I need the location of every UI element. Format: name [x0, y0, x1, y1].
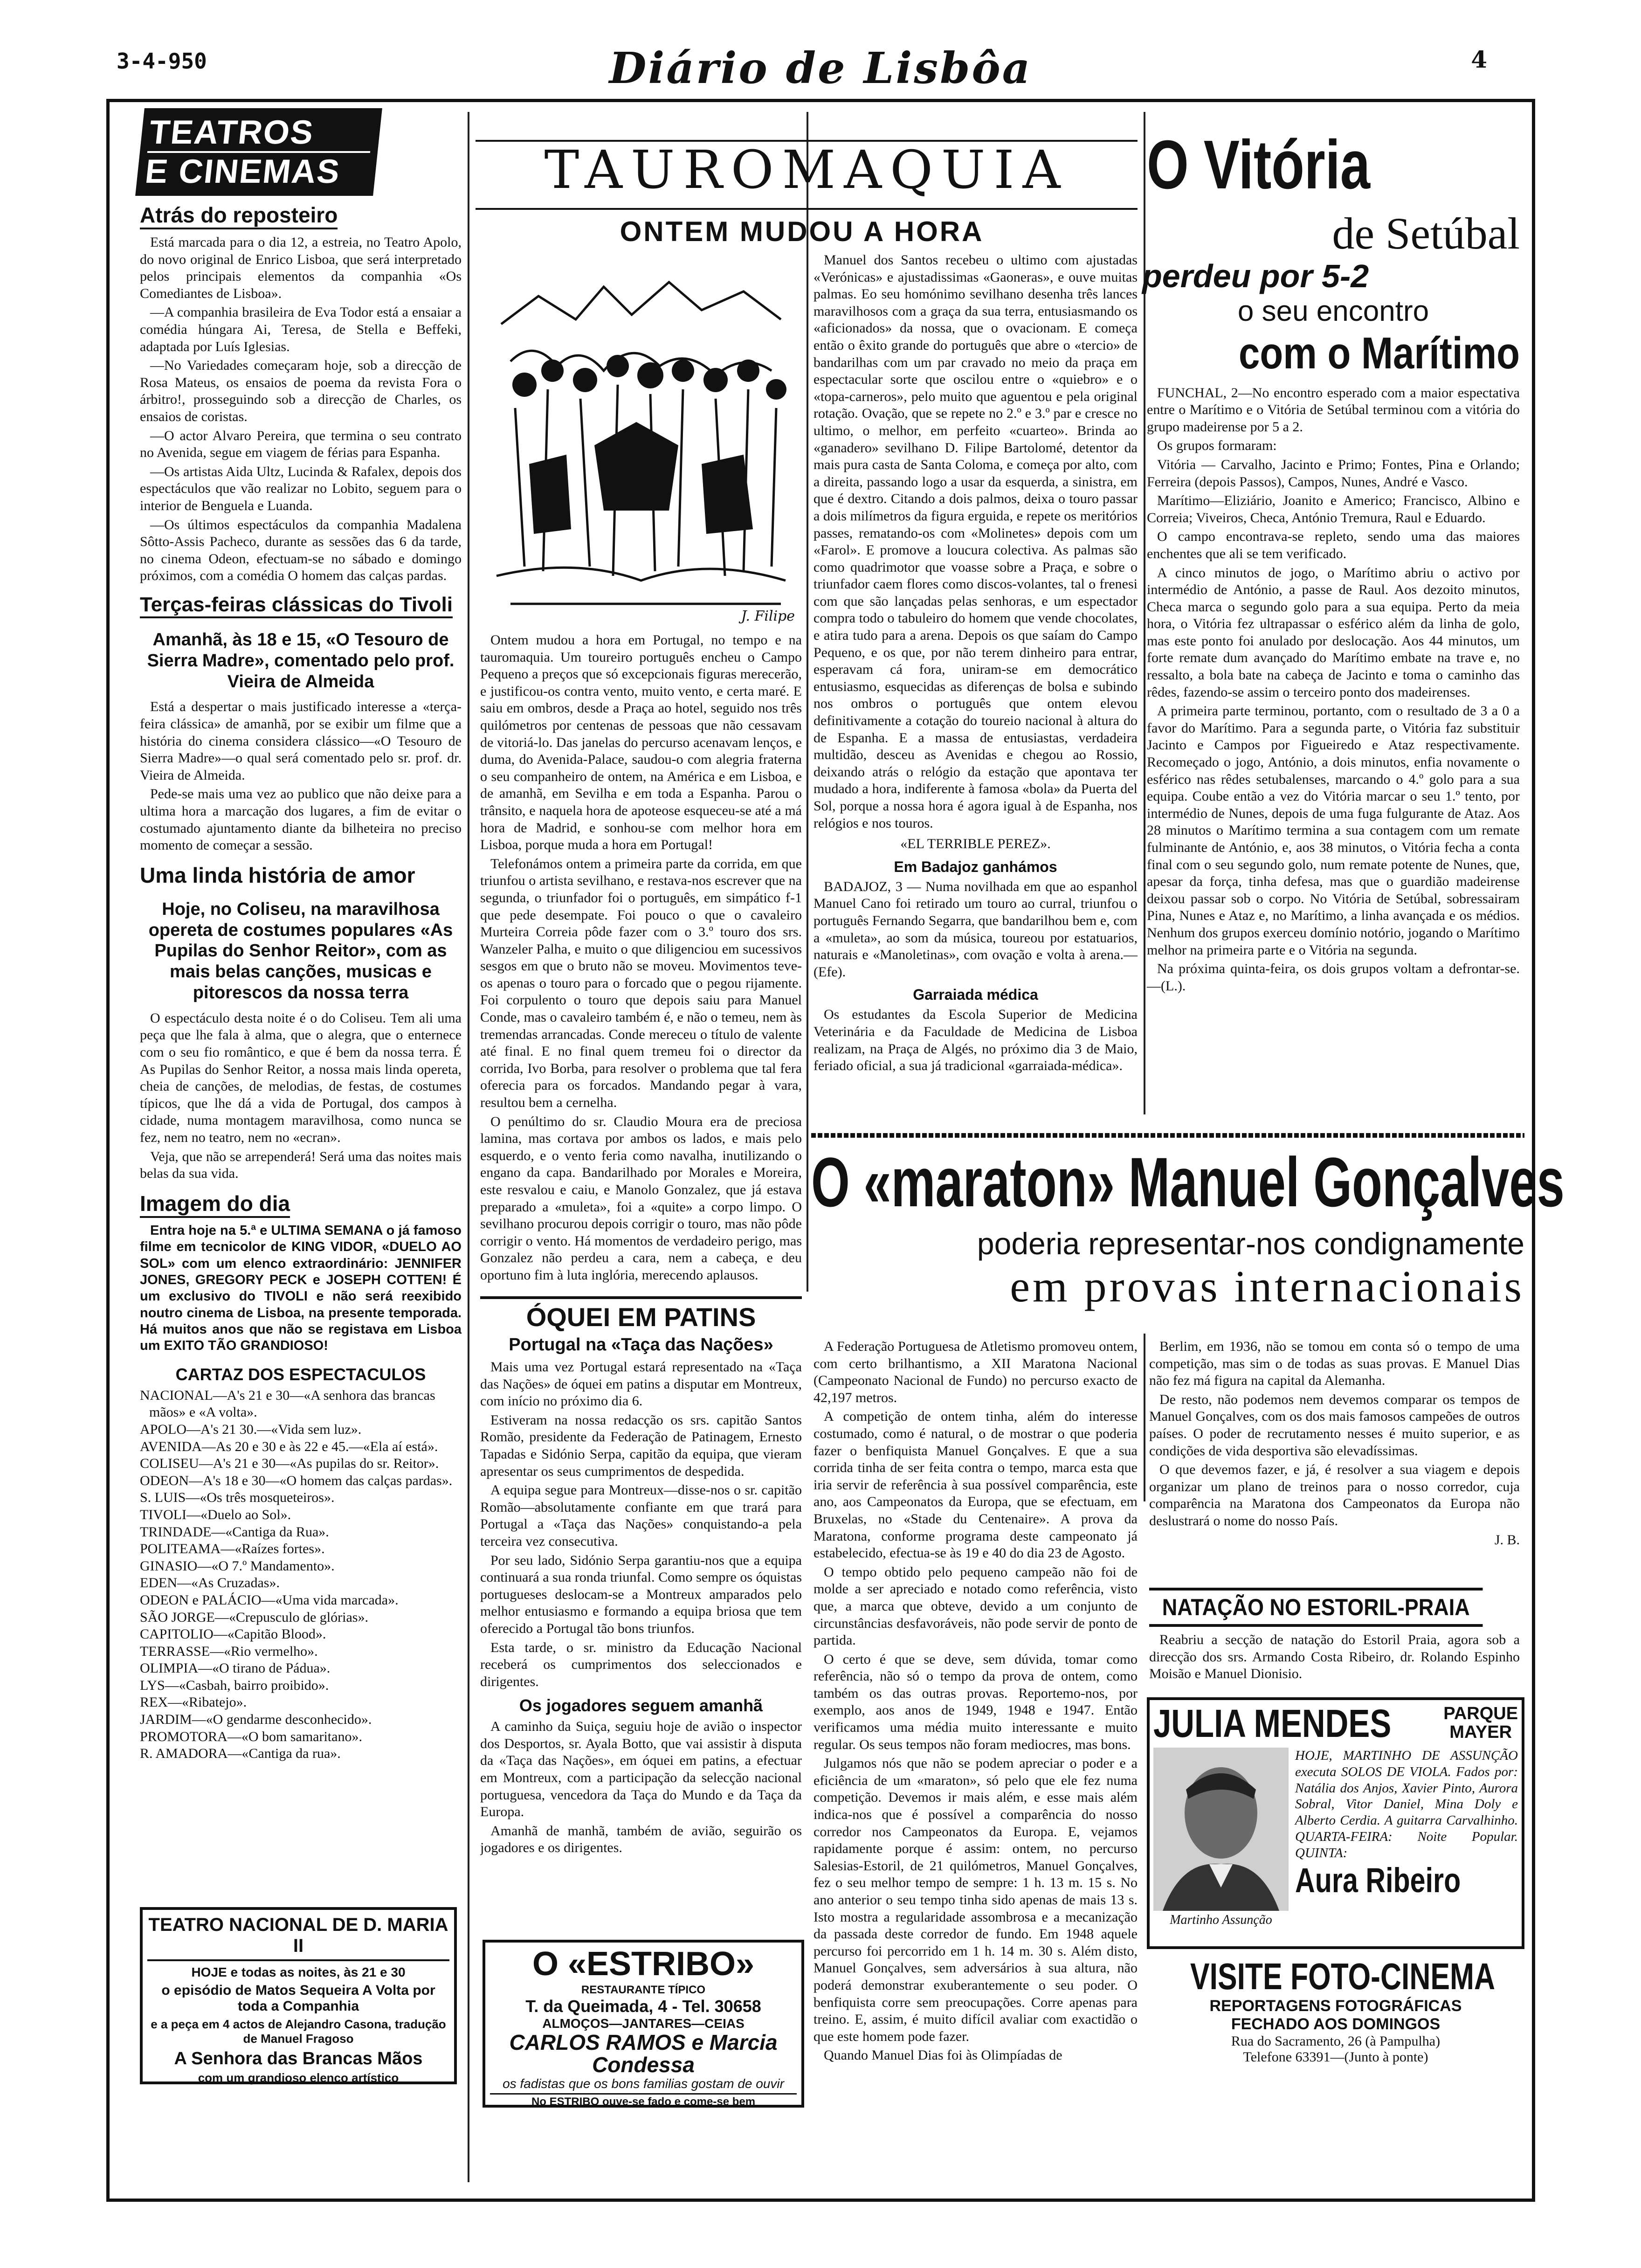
paragraph: Julgamos nós que não se podem apreciar o poder e a eficiência de um «maraton», só pelo que ele fez numa competição. Devemos ir mais além, e esse mais além indica-nos que é possível a comparência do nosso corredor nos Campeonatos da Europa. E, vejamos rapidamente porque é assim: ontem, no percurso Salesias-Estoril, de 21 quilómetros, Manuel Gonçalves, fez o seu melhor tempo de sempre: 1 h. 13 m. 15 s. No ano anterior o seu tempo tinha sido apenas de mais 13 s. Isto mostra a regularidade assombrosa e a mecanização da passada deste corredor de fundo. Em 1948 aquele percurso foi percorrido em 1 h. 14 m. 30 s. Além disto, Manuel Gonçalves, sem adversários à sua altura, não poderá demonstrar exuberantemente o seu poder. O benfiquista corre sem preocupações. Corre apenas para treino. E, assim, é muito difícil avaliar com exactidão o que este homem pode fazer.: [814, 1756, 1138, 2044]
vitoria-article: [1142, 126, 1520, 996]
listing-item: S. LUIS—«Os três mosqueteiros».: [140, 1490, 335, 1506]
drawing-signature: J. Filipe: [741, 608, 795, 624]
tauromaquia-headline: ONTEM MUDOU A HORA: [620, 216, 984, 247]
paragraph: O certo é que se deve, sem dúvida, tomar como referência, não só o tempo da prova de ontem, como também os das outras provas. Reportemo-nos, por exemplo, aos anos de 1949, 1948 e 1947. Então verificamos uma média muito interessante e muito regular. Os seus tempos não foram mediocres, mas bons.: [814, 1651, 1138, 1752]
listing-item: OLIMPIA—«O tirano de Pádua».: [140, 1660, 331, 1676]
cartaz-title: CARTAZ DOS ESPECTACULOS: [175, 1364, 426, 1384]
paragraph: O que devemos fazer, e já, é resolver a sua viagem e depois organizar um plano de treinos para o nosso corredor, cuja comparência na Maratona dos Campeonatos da Europa não deslustrará o nome do nosso País.: [1149, 1462, 1520, 1528]
ad-line: e a peça em 4 actos de Alejandro Casona, tradução de Manuel Fragoso: [151, 2017, 446, 2046]
section-title: TAUROMAQUIA: [544, 140, 1069, 201]
estribo-artists: CARLOS RAMOS e Marcia Condessa: [509, 2030, 778, 2077]
paragraph: Berlim, em 1936, não se tomou em conta só o tempo de uma competição, mas sim o de todas as suas provas. E Manuel Dias não fez má figura na capital da Alemanha.: [1149, 1339, 1520, 1389]
imagem-body: [140, 1223, 462, 1355]
tercas-body: [140, 698, 462, 854]
paragraph: Reabriu a secção de natação do Estoril Praia, agora sob a direcção dos srs. Armando Costa Ribeiro, dr. Rolando Espinho Moisão e Manuel Dionisio.: [1149, 1632, 1520, 1682]
masthead: [0, 43, 1641, 94]
vitoria-headline-4: o seu encontro: [1237, 295, 1429, 327]
paragraph: A caminho da Suiça, seguiu hoje de avião o inspector dos Desportos, sr. Ayala Botto, que vai assistir à disputa da «Taça das Nações», em óquei em patins, a efectuar em Montreux, com a participação da selecção nacional portuguesa, vencedora da Taça do Mundo e da Taça da Europa.: [480, 1719, 802, 1820]
maraton-col-2: [1149, 1338, 1520, 1549]
paragraph: Os estudantes da Escola Superior de Medicina Veterinária e da Faculdade de Medicina de Lisboa realizam, na Praça de Algés, no próximo dia 3 de Maio, feriado oficial, a sua já tradicional «garraiada-médica».: [814, 1007, 1138, 1074]
julia-text: HOJE, MARTINHO DE ASSUNÇÃO executa SOLOS DE VIOLA. Fados por: Natália dos Anjos, Xavier Pinto, Aurora Sobral, Vitor Daniel, Mina Doly e Alberto Cerdia. A guitarra Carvalhinho. QUARTA-FEIRA: Noite Popular. QUINTA:: [1295, 1748, 1518, 1860]
paragraph: Ontem mudou a hora em Portugal, no tempo e na tauromaquia. Um toureiro português encheu o Campo Pequeno a preços que só excepcionais figuras merecerão, e justificou-os contra vento, muito vento, e certa maré. E saiu em ombros, desde a Praça ao hotel, seguido nos três quilómetros por centenas de pessoas que não cessavam de vitoriá-lo. Das janelas do percurso acenavam lenços, e duma, do Avenida-Palace, saudou-o com alegria fraterna o seu companheiro de ontem, na América e em Lisboa, e de amanhã, em Sevilha e em toda a Espanha. Parou o trânsito, e naquela hora de apoteose esqueceu-se até a má hora de Madrid, e sonhou-se com melhor hora em Lisboa, porque muda a hora em Portugal!: [480, 632, 802, 853]
paragraph: Está a despertar o mais justificado interesse a «terça-feira clássica» de amanhã, por se exibir um filme que a história do cinema considera clássico—«O Tesouro de Sierra Madre»—o qual será comentado pelo sr. prof. dr. Vieira de Almeida.: [140, 699, 462, 783]
vitoria-headline: O Vitória: [1147, 126, 1371, 203]
vitoria-headline-5: com o Marítimo: [1239, 328, 1520, 378]
paragraph: Está marcada para o dia 12, a estreia, no Teatro Apolo, do novo original de Enrico Lisboa, que será interpretado pelos principais elementos da companhia «Os Comediantes de Lisboa».: [140, 235, 462, 301]
listing-item: ODEON e PALÁCIO—«Uma vida marcada».: [140, 1592, 399, 1608]
martinho-photo: [1153, 1748, 1289, 1925]
paragraph: Por seu lado, Sidónio Serpa garantiu-nos que a equipa continuará a sua ronda triunfal. Como sempre os óquistas portugueses deslocam-se a Montreux amparados pelo melhor entusiasmo e formando a equipa briosa que tem oferecido a Portugal tão bons triunfos.: [480, 1552, 802, 1636]
foto-title: VISITE FOTO-CINEMA: [1190, 1956, 1496, 1997]
paragraph: O penúltimo do sr. Claudio Moura era de preciosa lamina, mas cortava por ambos os lados, e mais pelo esquerdo, e o vento feria como navalha, inutilizando o engano da capa. Bandarilhado por Morales e Moreira, este resvalou e caiu, e Manolo Gonzalez, que já estava preparado a «muleta», foi a «quite» a corpo limpo. O sevilhano procurou depois corrigir o touro, mas não pôde corrigir o vento. Há momentos de verdadeiro perigo, mas Gonzalez não perdeu a cara, nem a cabeça, e deu oportuno fim à luta inglória, merecendo aplausos.: [480, 1113, 802, 1283]
amor-body: [140, 1010, 462, 1182]
column-rule: [1144, 1334, 1145, 1501]
vitoria-headline-3: perdeu por 5-2: [1142, 257, 1369, 294]
paragraph: De resto, não podemos nem devemos comparar os tempos de Manuel Gonçalves, com os dos mais famosos campeões de outros países. O poder de recrutamento nesses é muito superior, e as condições de vida desportiva são elevadíssimas.: [1149, 1391, 1520, 1459]
listing-item: APOLO—A's 21 30.—«Vida sem luz».: [140, 1421, 362, 1437]
oquei-body: [480, 1359, 802, 1690]
imagem-title: Imagem do dia: [140, 1191, 290, 1218]
paragraph: O campo encontrava-se repleto, sendo uma das maiores enchentes que ali se tem verificado.: [1147, 529, 1520, 561]
listing-item: EDEN—«As Cruzadas».: [140, 1575, 280, 1591]
julia-mendes-ad: [1147, 1697, 1524, 1949]
listing-item: AVENIDA—As 20 e 30 e às 22 e 45.—«Ela aí está».: [140, 1438, 438, 1454]
cartaz-list: [140, 1387, 462, 1763]
badajoz-title: Em Badajoz ganhámos: [894, 858, 1057, 875]
natacao-title: NATAÇÃO NO ESTORIL-PRAIA: [1149, 1588, 1483, 1627]
paragraph: —Os artistas Aida Ultz, Lucinda & Rafalex, depois dos espectáculos que vão realizar no Lobito, seguem para o interior de Benguela e Luanda.: [140, 463, 462, 513]
tauromaquia-col-b: [814, 252, 1138, 1077]
estribo-desc: os fadistas que os bons familias gostam de ouvir: [503, 2076, 784, 2091]
ad-title: TEATRO NACIONAL DE D. MARIA II: [147, 1915, 449, 1961]
paragraph: O espectáculo desta noite é o do Coliseu. Tem ali uma peça que lhe fala à alma, que o alegra, que o enternece com o seu fio romântico, e que é bem da nossa terra. É As Pupilas do Senhor Reitor, a nossa mais linda opereta, cheia de canções, de melodias, de festas, de costumes típicos, que lhe dá a vida de Portugal, dos campos à cidade, numa montagem maravilhosa, como nunca se fez, nem no teatro, nem no «ecran».: [140, 1010, 462, 1145]
column-rule: [807, 112, 808, 1292]
maraton-headline: O «maraton» Manuel Gonçalves: [811, 1143, 1565, 1221]
maraton-article: [811, 1143, 1565, 1311]
paragraph: Telefonámos ontem a primeira parte da corrida, em que triunfou o artista sevilhano, e restava-nos escrever que na segunda, o triunfador foi o português, em simpático f-1 que pede desempate. Foi pouco o que o cavaleiro Murteira Correia pôde fazer com o 3.º touro dos srs. Wanzeler Palha, e muito o que diligenciou em sucessivos sesgos em que o bruto não se moveu. Movimentos teve-os apenas o touro para o forcado que o pegou rijamente. Foi corpulento o touro que depois saiu para Manuel Conde, mas o cavaleiro também é, e não o temeu, nem às tremendas arrancadas. Conde mereceu o título de valente até final. E no final quem tremeu foi o director da corrida, Ivo Borba, para resolver o problema que tal fera oferecia para os forcados. Mandando pegar à vara, resultou bem a cernelha.: [480, 856, 802, 1111]
listing-item: PROMOTORA—«O bom samaritano».: [140, 1729, 362, 1744]
listing-item: TIVOLI—«Duelo ao Sol».: [140, 1507, 291, 1522]
estribo-ad: [483, 1940, 804, 2108]
newspaper-title: Diário de Lisbôa: [609, 43, 1032, 93]
listing-item: COLISEU—A's 21 e 30—«As pupilas do sr. Reitor».: [140, 1456, 439, 1472]
listing-item: R. AMADORA—«Cantiga da rua».: [140, 1746, 341, 1762]
paragraph: BADAJOZ, 3 — Numa novilhada em que ao espanhol Manuel Cano foi retirado um touro ao curral, triunfou o português Fernando Segarra, que bandarilhou bem e, com a «muleta», ao som da música, toureou por estatuarios, naturais e «Manoletinas», com ovação e volta à arena.—(Efe).: [814, 878, 1138, 980]
amor-subtitle: Hoje, no Coliseu, na maravilhosa opereta de costumes populares «As Pupilas do Senhor Reitor», com as mais belas canções, musicas e pitorescos da nossa terra: [148, 899, 453, 1003]
paragraph: A competição de ontem tinha, além do interesse costumado, como é natural, o de mostrar o que poderia fazer o benfiquista Manuel Gonçalves. E que a sua corrida tinha de ser feita contra o tempo, marca esta que iria servir de referência à sua possível comparência, este ano, aos Campeonatos da Europa, que se efectuam, em Bruxelas, no «Stade du Centenaire». A prova da Maratona, conforme programa deste campeonato já estabelecido, efectua-se às 19 e 40 do dia 23 de Agosto.: [814, 1409, 1138, 1561]
listing-item: JARDIM—«O gendarme desconhecido».: [140, 1712, 372, 1728]
estribo-meals: ALMOÇOS—JANTARES—CEIAS: [542, 2016, 745, 2031]
listing-item: LYS—«Casbah, bairro proibido».: [140, 1677, 329, 1693]
tercas-title: Terças-feiras clássicas do Tivoli: [140, 593, 453, 618]
estribo-kind: RESTAURANTE TÍPICO: [581, 1984, 706, 1996]
listing-item: POLITEAMA—«Raízes fortes».: [140, 1541, 325, 1557]
ad-line: com um grandioso elenco artístico: [198, 2071, 399, 2085]
paragraph: A cinco minutos de jogo, o Marítimo abriu o activo por intermédio de António, a passe de Raul. Aos dezoito minutos, Checa marca o segundo golo para a sua equipa. Perto da meia hora, o Vitória fez ultrapassar o esférico além da linha de golo, mas este ponto foi anulado por deslocação. Aos 44 minutos, um forte remate dum avançado do Marítimo embate na trave e, no ressalto, a bola bate na cabeça de Jacinto e toma o caminho das rêdes, fazendo-se assim o terceiro ponto dos madeirenses.: [1147, 565, 1520, 700]
foto-line: REPORTAGENS FOTOGRÁFICAS: [1209, 1997, 1462, 2015]
maraton-col-1: [814, 1338, 1138, 2103]
julia-star: Aura Ribeiro: [1295, 1860, 1461, 1900]
portrait-photo: [1153, 1748, 1289, 1911]
paragraph: Na próxima quinta-feira, os dois grupos voltam a defrontar-se.—(L.).: [1147, 961, 1520, 994]
listing-item: CAPITOLIO—«Capitão Blood».: [140, 1626, 326, 1642]
paragraph: Mais uma vez Portugal estará representado na «Taça das Nações» de óquei em patins a disputar em Montreux, com início no próximo dia 6.: [480, 1359, 802, 1409]
julia-title: JULIA MENDES: [1153, 1701, 1392, 1745]
paragraph: —Os últimos espectáculos da companhia Madalena Sôtto-Assis Pacheco, durante as sessões das 6 da tarde, no cinema Odeon, efectuam-se no sábado e domingo próximos, com a comédia O homem das calças pardas.: [140, 517, 462, 584]
paragraph: —No Variedades começaram hoje, sob a direcção de Rosa Mateus, os ensaios de poema da revista Fora o árbitro!, prosseguindo sob a direcção de Charles, os ensaios de coristas.: [140, 358, 462, 424]
estribo-name: O «ESTRIBO»: [532, 1945, 755, 1983]
paragraph: FUNCHAL, 2—No encontro esperado com a maior espectativa entre o Marítimo e o Vitória de Setúbal terminou com a vitória do grupo madeirense por 5 a 2.: [1147, 385, 1520, 435]
reposteiro-title: Atrás do reposteiro: [140, 202, 338, 229]
paragraph: Amanhã de manhã, também de avião, seguirão os jogadores e os dirigentes.: [480, 1823, 802, 1856]
paragraph: Estiveram na nossa redacção os srs. capitão Santos Romão, presidente da Federação de Patinagem, Ernesto Tapadas e Sidónio Serpa, capitão da equipa, que vieram apresentar os seus cumprimentos de despedida.: [480, 1412, 802, 1479]
oquei-body-2: [480, 1718, 802, 1857]
paragraph: A Federação Portuguesa de Atletismo promoveu ontem, com certo brilhantismo, a XII Maratona Nacional (Campeonato Nacional de Fundo) no percurso exacto de 42,197 metros.: [814, 1339, 1138, 1405]
maraton-headline-3: em provas internacionais: [1010, 1261, 1524, 1311]
listing-item: SÃO JORGE—«Crepusculo de glórias».: [140, 1609, 368, 1625]
paragraph: Esta tarde, o sr. ministro da Educação Nacional receberá os cumprimentos dos seleccionados e dirigentes.: [480, 1639, 802, 1689]
listing-item: ODEON—A's 18 e 30—«O homem das calças pardas».: [140, 1473, 453, 1488]
maraton-headline-2: poderia representar-nos condignamente: [977, 1226, 1524, 1261]
paragraph: A primeira parte terminou, portanto, com o resultado de 3 a 0 a favor do Marítimo. Para a segunda parte, o Vitória faz substituir Jacinto e Campos por Figueiredo e Ataz respectivamente. Recomeçado o jogo, António, a dois minutos, enfia novamente o esférico nas rêdes setubalenses, marcando o 4.º golo para a sua equipa. Coube então a vez do Vitória marcar o seu 1.º tento, por intermédio de Nunes, depois de uma fuga fulgurante de Ataz. Aos 28 minutos o Marítimo termina a sua contagem com um remate fulminante de António, e, aos 38 minutos, o Vitória fecha a conta final com o seu segundo golo, num remate potente de Nunes, que, apesar da força, tinha defesa, mas que o guardião madeirense deixou passar sob o corpo. No Vitória de Setúbal, sobressairam Pina, Nunes e Ataz e, no Marítimo, a linha avançada e os médios. Nenhum dos grupos exerceu domínio notório, jogando o Marítimo melhor na primeira parte e o Vitória na segunda.: [1147, 703, 1520, 958]
paragraph: —A companhia brasileira de Eva Todor está a ensaiar a comédia húngara Ai, Teresa, de Stella e Beffeki, adaptada por Luís Iglesias.: [140, 304, 462, 354]
paragraph: Vitória — Carvalho, Jacinto e Primo; Fontes, Pina e Orlando; Ferreira (depois Passos), Campos, Nunes, André e Vasco.: [1147, 456, 1520, 490]
paragraph: Marítimo—Eliziário, Joanito e Americo; Francisco, Albino e Correia; Viveiros, Checa, António Tremura, Raul e Eduardo.: [1147, 493, 1520, 526]
listing-item: GINASIO—«O 7.º Mandamento».: [140, 1558, 335, 1574]
page-number: 4: [1471, 46, 1487, 73]
listing-item: REX—«Ribatejo».: [140, 1694, 247, 1710]
listing-item: TERRASSE—«Rio vermelho».: [140, 1643, 318, 1659]
issue-date: 3-4-950: [117, 48, 207, 74]
column-rule: [468, 112, 469, 2182]
paragraph: O tempo obtido pelo pequeno campeão não foi de molde a ser apreciado e notado como referência, visto que, a marca que obteve, devido a um conjunto de circunstâncias desfavoráveis, não pode servir de ponto de partida.: [814, 1564, 1138, 1648]
paragraph: Os grupos formaram:: [1157, 438, 1277, 454]
paragraph: Entra hoje na 5.ª e ULTIMA SEMANA o já famoso filme em tecnicolor de KING VIDOR, «DUELO AO SOL» com um elenco extraordinário: JENNIFER JONES, GREGORY PECK e JOSEPH COTTEN! É um exclusivo do TIVOLI e não será reexibido noutro cinema de Lisboa, na presente temporada. Há muitos anos que não se registava em Lisboa um EXITO TÃO GRANDIOSO!: [140, 1223, 462, 1354]
oquei-subtitle-2: Os jogadores seguem amanhã: [519, 1696, 763, 1715]
listing-item: NACIONAL—A's 21 e 30—«A senhora das brancas mãos» e «A volta».: [140, 1387, 435, 1420]
logo-line: E CINEMAS: [143, 153, 342, 190]
foto-line: Telefone 63391—(Junto à ponte): [1243, 2049, 1428, 2065]
teatro-nacional-ad: [140, 1907, 457, 2084]
ad-line: o episódio de Matos Sequeira A Volta por toda a Companhia: [161, 1983, 435, 2014]
paragraph: Veja, que não se arrependerá! Será uma das noites mais belas da sua vida.: [140, 1148, 462, 1182]
logo-line: TEATROS: [147, 114, 374, 153]
crowd-sketch: [483, 268, 800, 627]
vitoria-body: [1147, 385, 1520, 995]
natacao-article: [1149, 1588, 1520, 1685]
tauromaquia-header: [476, 140, 1138, 210]
listing-item: TRINDADE—«Cantiga da Rua».: [140, 1524, 329, 1540]
paragraph: Quando Manuel Dias foi às Olimpíadas de: [824, 2047, 1062, 2063]
vitoria-headline-2: de Setúbal: [1332, 208, 1520, 258]
paragraph: Pede-se mais uma vez ao publico que não deixe para a ultima hora a marcação dos lugares, a fim de evitar o costumado ajuntamento diante da bilheteira no preciso momento de começar a sessão.: [140, 786, 462, 853]
foto-line: FECHADO AOS DOMINGOS: [1231, 2015, 1441, 2033]
tauromaquia-col-a: [480, 632, 802, 1286]
estribo-footer: No ESTRIBO ouve-se fado e come-se bem: [490, 2093, 797, 2109]
ad-line: HOJE e todas as noites, às 21 e 30: [191, 1965, 406, 1979]
oquei-subtitle: Portugal na «Taça das Nações»: [509, 1335, 773, 1355]
reposteiro-body: [140, 234, 462, 585]
tercas-subtitle: Amanhã, às 18 e 15, «O Tesouro de Sierra Madre», comentado pelo prof. Vieira de Almeida: [147, 629, 455, 691]
teatros-logo: [135, 108, 382, 196]
byline: J. B.: [1494, 1532, 1520, 1548]
teatros-column: [140, 108, 462, 1763]
estribo-address: T. da Queimada, 4 - Tel. 30658: [525, 1997, 761, 2016]
paragraph: A equipa segue para Montreux—disse-nos o sr. capitão Romão—absolutamente confiante em que trará para Portugal a «Taça das Nações» conquistando-a pela terceira vez consecutiva.: [480, 1482, 802, 1549]
oquei-title: ÓQUEI EM PATINS: [526, 1302, 756, 1332]
byline: «EL TERRIBLE PEREZ».: [900, 836, 1051, 852]
foto-line: Rua do Sacramento, 26 (à Pampulha): [1231, 2033, 1441, 2049]
paragraph: Manuel dos Santos recebeu o ultimo com ajustadas «Verónicas» e ajustadissimas «Gaoneras», e ouve muitas palmas. Eo seu homónimo sevilhano desenha três lances maravilhosos com a graça da sua terra, entusiasmando os «aficionados» da nossa, que o ovacionam. E começa então o êxito grande do português que abre o «tercio» de bandarilhas com um par cravado no meio da praça em espectacular sorte que oscilou entre o «quiebro» e o «topa-carneros», pelo muito que aguentou e pela original rotação. Ovação, que se repete no 2.º e 3.º par e cresce no ultimo, o melhor, em perfeito «cuarteo». Brinda ao «ganadero» sevilhano D. Filipe Bartolomé, detentor da mais pura casta de Santa Coloma, e começa por alto, com a direita, passando logo a usar da esquerda, a sinistra, em que é dextro. Citando a dois palmos, deixa o touro passar a dois milímetros da figura erguida, e repete os meritórios passes, rematando-os com «Molinetes» depois com um «Farol». E promove a loucura colectiva. As palmas são como quadrimotor que voasse sobre a Praça, e sobre o triunfador caem flores como discos-volantes, tal o frenesi com que são lançadas pelas senhoras, e um espectador compra todo o tabuleiro do homem que vende chocolates, e atira tudo para a arena. Depois os que saíam do Campo Pequeno, e os que, por não terem dinheiro para entrar, esperavam cá fora, uniram-se em democrático entusiasmo, esquecidas as diferenças de bolsa e subindo nos ombros o português que ontem elevou definitivamente a cotação do toureio nacional à altura do de Espanha. E a massa de entusiastas, verdadeira multidão, desceu as Avenidas e chegou ao Rossio, deixando atrás o relógio da estação que apontava ter mudado a hora, indiferente à famosa «bola» da Puerta del Sol, porque a nossa hora é agora igual à de Espanha, nos relógios e nos touros.: [814, 252, 1138, 831]
dotted-divider: [811, 1133, 1524, 1138]
foto-cinema-ad: [1149, 1956, 1522, 2065]
ad-line: A Senhora das Brancas Mãos: [174, 2049, 423, 2068]
oquei-article: [480, 1296, 802, 1935]
paragraph: —O actor Alvaro Pereira, que termina o seu contrato no Avenida, segue em viagem de férias para Espanha.: [140, 428, 462, 461]
amor-title: Uma linda história de amor: [140, 863, 415, 887]
bullfight-drawing: [483, 268, 800, 627]
photo-caption: Martinho Assunção: [1170, 1913, 1272, 1927]
garraiada-title: Garraiada médica: [913, 986, 1038, 1003]
julia-venue: PARQUE MAYER: [1443, 1704, 1518, 1742]
natacao-body: [1149, 1632, 1520, 1683]
